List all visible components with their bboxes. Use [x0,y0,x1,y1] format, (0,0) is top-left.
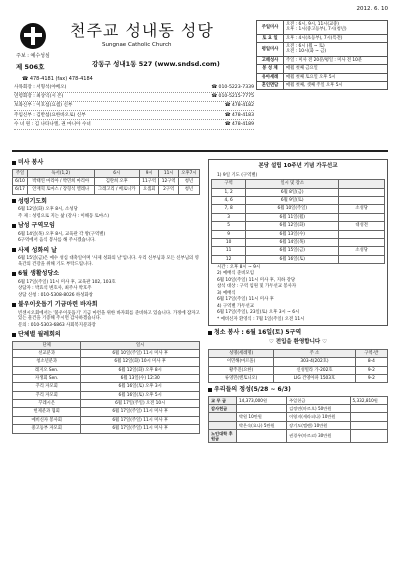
table-header-cell: 독서(1,2) [27,169,94,177]
table-row [13,349,200,357]
offering-cell [209,421,237,429]
notice-text: 주 제 : 성령으로 지는 삶 (강사 : 이해동 토마스) [18,213,110,219]
table-cell: 6월 9일(토) [246,197,339,205]
table-cell: 4, 6 [212,197,246,205]
table-header-cell [339,180,385,188]
table-row [209,374,388,382]
bullet-icon [12,248,16,252]
table-header-cell: 주일 [13,169,28,177]
table-cell: 12구역 [159,177,178,185]
contact-phone: ☎ 010-5215-7775 [211,94,254,100]
table-cell: 신성빌라 가-202호 [274,366,355,374]
table-cell: 6월 10일(주일) 11시 미사 후 [81,349,200,357]
bullet-icon [208,388,212,392]
table-cell: 6월 16일(토) 오후 3시 [81,383,200,391]
notice-text: 참석 대상 : 구역 임원 및 가두선교 봉사자 [217,284,297,290]
table-cell: 5 [212,222,246,230]
table-cell: 6월 11일(월) [246,213,339,221]
mass-service-table [12,169,200,195]
bullet-icon [12,272,16,276]
offering-cell: 김정연(마르오) 50만원 [287,405,350,413]
table-cell: 1, 2 [212,188,246,196]
mass-schedule-table [256,20,388,90]
notice-text: 6월 12일(화) 오후 8시, 소성당 [18,207,78,213]
table-cell: 3 [212,213,246,221]
notice-text: 6월 14일(목) 오후 8시, 교육관 각 방(구역별) [18,231,106,237]
page-title: 천주교 성내동 성당 [70,21,214,40]
offering-cell [350,413,388,421]
table-cell: 9 [212,230,246,238]
section-title: 남성 구역모임 [12,222,200,230]
table-cell: 요셉회 [139,186,158,194]
welcome-title: ♡ 전입을 환영합니다 ♡ [268,338,328,345]
table-cell: 6/17 [13,186,28,194]
table-cell: 꾸리 자모회 [13,391,81,399]
table-cell: 6월 14일(목) [246,238,339,246]
table-cell: 6월 17일(주일) 11시 미사 후 [81,408,200,416]
offering-cell: 주일헌금 [287,396,350,404]
bullet-icon [12,199,16,203]
table-cell: 청년 [178,177,199,185]
contact-list [14,84,254,130]
table-cell: 6월 17일(주일) 오전 10시 [81,400,200,408]
section-title: 미사 봉사 [12,159,200,167]
offering-cell: 노인대학 후원금 [209,429,237,443]
table-cell: 9-2 [355,366,387,374]
table-cell: 6월 16일(토) [246,255,339,263]
offering-cell: 박은숙(요나) 5만원 [237,421,287,429]
offering-row [209,421,388,429]
table-row [13,425,200,433]
schedule-label: 유아세례 [257,73,284,81]
section-title: 성령기도회 [12,198,200,206]
contact-phone: ☎ 478-4183 [224,112,254,118]
table-cell: 그레고리 / 베로니카 [94,186,139,194]
table-cell: 6월 8일(금) [246,188,339,196]
offering-row [209,396,388,404]
subsection: 2) 예배식 준비모임 [217,271,254,277]
table-cell: 대성전 [339,222,385,230]
table-cell: 청소년분과 [13,358,81,366]
table-row [212,205,385,213]
schedule-row [257,34,388,42]
schedule-row [257,73,388,81]
schedule-label: 고해성사 [257,56,284,64]
schedule-row [257,21,388,35]
notice-text: 상담자 : 박효석 변호사, 최주사 박호주 [18,286,92,292]
table-cell: 6월 17일(주일) 11시 미사 후 [81,425,200,433]
table-cell: 11 [212,247,246,255]
schedule-row [257,43,388,57]
contact-role: 사목회장 : 서형석(야베오) [14,85,67,91]
table-cell: 8-4 [355,358,387,366]
offering-cell: 권경우(마르코) 30만원 [287,429,350,443]
section-title: 단체별 월례회의 [12,331,200,339]
schedule-label: 토 요 일 [257,34,284,42]
table-cell: 자생회 Sen. [13,375,81,383]
issue-number: 제 506호 [16,63,45,71]
offering-cell: 이영지(세라피나) 10만원 [287,413,350,421]
table-row [13,358,200,366]
table-cell: 6월 12일(화) 오후 8시 [81,366,200,374]
section-title: 청소 봉사 : 6월 16일(토) 5구역 [208,329,388,337]
notice-text: 시간 : 오후 8시 ~ 9시 [217,264,261,270]
contact-role: 수 녀 원 : 김 나타나엘, 권 마니아 수녀 [14,121,91,127]
subsection: 3) 예배식 [217,290,236,296]
table-row [212,230,385,238]
schedule-value: 매월 첫째 토요일 오후 5시 [284,73,388,81]
contact-phone: ☎ 478-4189 [224,121,254,127]
table-cell [339,230,385,238]
patron: 주보 : 예수성심 [16,53,50,59]
section-title: 우리들의 정성(5/28 ~ 6/3) [208,386,388,394]
divider [12,150,388,152]
welcome-table [208,349,388,383]
table-header-cell: 단체 [13,341,81,349]
table-cell: 꾸리 자모회 [13,383,81,391]
table-header-cell: 구역-반 [355,349,387,357]
table-row [13,383,200,391]
left-column [12,156,200,434]
table-header-cell: 9시 [139,169,158,177]
offering-table [208,396,388,444]
schedule-value: 오전 : 6시, 9시, 11시(교중) 오후 : 1시(중고등부), 7시(청년) [284,21,388,35]
table-cell: 예비신자 봉사회 [13,416,81,424]
table-row [212,255,385,263]
table-header-row [209,349,388,357]
table-header-cell: 일시 [81,341,200,349]
table-cell: 헌제분과 협회 [13,408,81,416]
table-row [209,358,388,366]
schedule-value: 오후 : 4시(초등부), 7시(특전) [284,34,388,42]
notice-text: 6구역에서 음식 봉사를 해 주시겠습니다. [18,238,96,244]
notice-text: 상담 신청 : 010-5308-8026 하성화창 [18,292,93,298]
table-row [13,400,200,408]
church-address: 강동구 성내1동 527 (www.sndsd.com) [92,60,220,68]
table-cell: 12 [212,255,246,263]
church-phone: ☎ 478-4181 (fax) 478-4184 [22,76,93,82]
contact-row [14,93,254,102]
offering-cell [350,405,388,413]
table-cell: 6월 12일(화) 10시 미사 후 [81,358,200,366]
table-cell: 선교분과 [13,349,81,357]
notice-text: 6월 10일(주일) 11시 미사 후, 지하 강당 [217,277,296,283]
contact-row [14,120,254,129]
offering-cell: 장기도(엘렌) 10만원 [287,421,350,429]
table-cell: 박태연 마리아 / 박민희 마리아 [27,177,94,185]
schedule-label: 봉 성 체 [257,65,284,73]
subsection: 4) 구역별 가두선교 [217,303,254,309]
table-header-cell: 6시 [94,169,139,177]
schedule-row [257,81,388,89]
table-header-cell: 주 소 [274,349,355,357]
table-cell: 소성당 [339,247,385,255]
table-cell: 소성당 [339,205,385,213]
section-title: 불우이웃돕기 기금마련 바자회 [12,301,200,309]
schedule-label: 혼인면담 [257,81,284,89]
table-row [13,391,200,399]
notice-text: 6월 17일(주일) 11시 미사 후 [217,297,274,303]
table-cell [339,238,385,246]
offering-row [209,405,388,413]
offering-cell: 감사헌금 [209,405,237,413]
notice-text: 문의 : 010-5303-6863 사회복지분과장 [18,322,96,328]
table-row [212,213,385,221]
table-cell: 6월 16일(토) 오후 5시 [81,391,200,399]
offering-cell [209,413,237,421]
schedule-label: 주일미사 [257,21,284,35]
table-row [212,188,385,196]
offering-cell [350,421,388,429]
offering-cell [237,429,287,443]
contact-phone: ☎ 478-4182 [224,103,254,109]
schedule-label: 평일미사 [257,43,284,57]
table-row [212,238,385,246]
table-header-row [212,180,385,188]
table-cell: 이민해(마르올) [209,358,274,366]
table-row [13,177,200,185]
table-cell: 9-2 [355,374,387,382]
table-cell: 중고등부 자모회 [13,425,81,433]
table-cell: 2구역 [159,186,178,194]
schedule-value: 매월 첫째, 셋째 주일 오후 5시 [284,81,388,89]
contact-role: 주임신부 : 김반섭(요한바오로) 신부 [14,112,86,118]
notice-text: 빈센시오회에서는 '불우이웃돕기' 기금 마련을 위한 바자회를 준비하고 있습니다. 가정에 잠자고 있는 물건을 기증해 주시면 감사하겠습니다. [18,310,200,322]
offering-cell: 박원 10만원 [237,413,287,421]
contact-row [14,84,254,93]
section-title: 6월 생활성당소 [12,270,200,278]
table-row [13,408,200,416]
table-header-cell: 구역 [212,180,246,188]
offering-cell: 5,332,810원 [350,396,388,404]
offering-cell [350,429,388,443]
meeting-table [12,341,200,434]
contact-role: 보좌신부 : 이호섭(요셉) 신부 [14,103,73,109]
subsection: 1) 9일 기도 (구역별) [217,172,258,178]
table-row [209,366,388,374]
schedule-row [257,56,388,64]
bullet-icon [12,161,16,165]
table-cell: 6/10 [13,177,28,185]
table-header-cell: 11시 [159,169,178,177]
bullet-icon [12,303,16,307]
schedule-value: 주일 : 미사 전 20분/평일 : 미사 전 10분 [284,56,388,64]
notice-text: * 예비신자 환영식 : 7월 1일(주일) 오전 11시 [217,316,305,322]
table-cell: 청년 [178,186,199,194]
table-header-cell: 일시 및 장소 [246,180,339,188]
table-cell: 6월 15일(금) [246,247,339,255]
contact-row [14,111,254,120]
table-cell: 류영민(엔토니오) [209,374,274,382]
section-title: 사제 성화의 날 [12,247,200,255]
table-cell: 황주진(요한) [209,366,274,374]
table-row [13,366,200,374]
notice-text: 6월 15일(금)은 예수 성심 대축일이며 '사제 성화의 날'입니다. 우리 신부님과 모든 신부님의 영육간의 건강을 위해 기도 부탁드립니다. [18,256,199,267]
novena-table [211,179,385,264]
mission-box [208,159,388,326]
table-cell: 7, 8 [212,205,246,213]
table-cell: 6월 13일(수) 12:30 [81,375,200,383]
table-row [212,222,385,230]
right-column [208,156,388,443]
contact-phone: ☎ 010-5223-7339 [211,85,254,91]
table-cell [339,197,385,205]
table-cell: 6월 10일(주일) [246,205,339,213]
table-cell: 11구역 [139,177,158,185]
table-cell: 안재혁 토마스 / 장형석 엘레나 [27,186,94,194]
offering-cell: 교 무 금 [209,396,237,404]
offering-cell: 14,373,000원 [237,396,287,404]
schedule-value: 오전 : 6시 (월 ~ 토) 오전 : 10시(화 ~ 금) [284,43,388,57]
table-cell [339,213,385,221]
table-header-cell: 성명(세례명) [209,349,274,357]
offering-row [209,429,388,443]
offering-row [209,413,388,421]
table-cell: 6월 12일(화) [246,222,339,230]
table-header-row [13,169,200,177]
bullet-icon [12,224,16,228]
table-cell: 303-4(202호) [274,358,355,366]
table-cell [339,255,385,263]
table-row [13,416,200,424]
table-cell: LIG 건영아파 1503호 [274,374,355,382]
notice-text: 6월 17일(주일), 23일(토) 오후 3시 ~ 6시 [217,310,300,316]
table-cell [339,188,385,196]
offering-cell [237,405,287,413]
bullet-icon [12,333,16,337]
table-row [212,197,385,205]
church-cross-logo-icon [20,23,46,49]
table-cell: 6월 17일(주일) 11시 미사 후 [81,416,200,424]
table-cell: 김란희 오후 [94,177,139,185]
schedule-row [257,65,388,73]
table-row [13,186,200,194]
contact-row [14,102,254,111]
schedule-value: 매월 첫째 금요일 [284,65,388,73]
bullet-icon [208,331,212,335]
contact-role: 연령회장 : 최상익(시 몬) [14,94,64,100]
table-cell: 10 [212,238,246,246]
table-cell: 꾸레시온 [13,400,81,408]
box-title: 본당 설립 10주년 기념 가두선교 [258,163,338,169]
table-row [13,375,200,383]
issue-date: 2012. 6. 10 [356,6,388,12]
table-header-cell: 오후7시 [178,169,199,177]
table-header-row [13,341,200,349]
table-cell: 6월 13일(수) [246,230,339,238]
page-subtitle: Sungnae Catholic Church [102,42,172,48]
table-row [212,247,385,255]
table-cell: 레지오 Sen. [13,366,81,374]
notice-text: 6월 17일(주일) 11시 미사 후, 교육관 102, 103호 [18,279,116,285]
